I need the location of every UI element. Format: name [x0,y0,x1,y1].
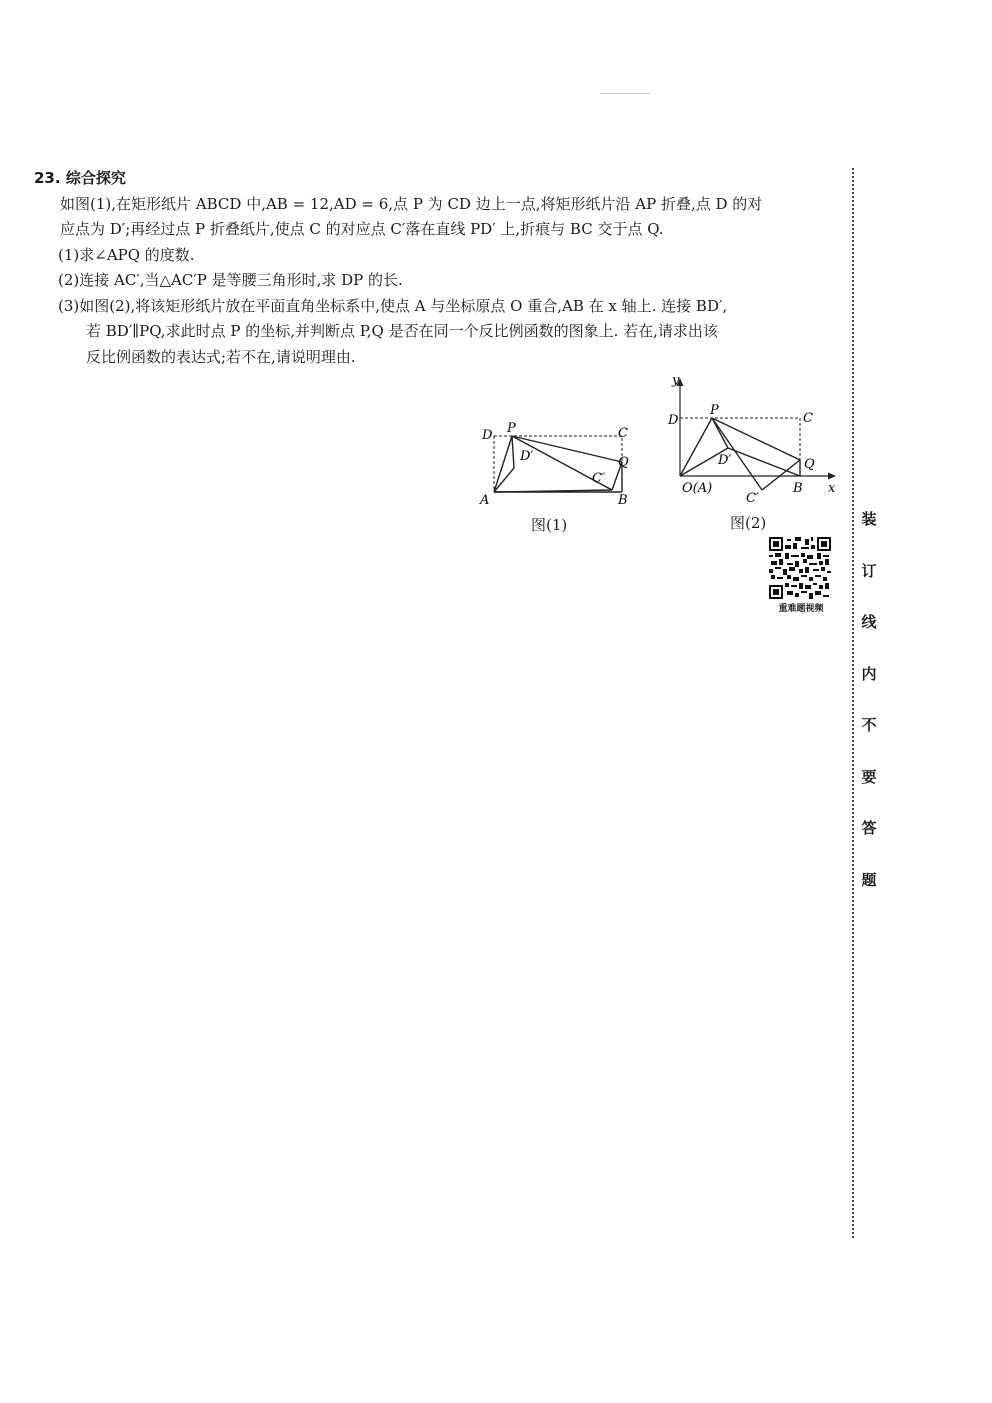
question-number: 23. [34,169,61,187]
label-b2: B [793,481,803,496]
label-a: A [480,493,490,508]
figure-2-caption: 图(2) [730,514,767,532]
binding-char: 订 [861,561,877,580]
label-c2: C [803,411,813,426]
binding-notice [858,508,880,920]
label-x: x [828,481,836,496]
label-d2: D [668,413,679,428]
qr-code[interactable] [769,537,831,599]
part-3-line-1: (3)如图(2),将该矩形纸片放在平面直角坐标系中,使点 A 与坐标原点 O 重合,AB 在 x 轴上. 连接 BD′, [58,296,728,315]
binding-char: 题 [861,870,877,889]
intro-line-1: 如图(1),在矩形纸片 ABCD 中,AB = 12,AD = 6,点 P 为 CD 边上一点,将矩形纸片沿 AP 折叠,点 D 的对 [60,194,763,213]
figure-2 [660,372,840,508]
qr-label: 重难题视频 [778,604,824,614]
binding-char: 线 [861,613,877,631]
label-d-prime2: D′ [718,453,732,468]
figure-1-caption: 图(1) [531,516,568,534]
binding-char: 内 [861,664,877,683]
label-c-prime2: C′ [746,491,759,506]
label-d: D [482,428,493,443]
label-q: Q [618,455,629,470]
binding-char: 答 [861,819,877,837]
label-p: P [507,421,516,436]
binding-char: 要 [861,767,877,786]
label-c-prime: C′ [592,471,605,486]
question-header [34,166,844,192]
part-1: (1)求∠APQ 的度数. [58,245,195,264]
binding-char: 装 [861,510,877,528]
label-p2: P [710,403,719,418]
part-2: (2)连接 AC′,当△AC′P 是等腰三角形时,求 DP 的长. [58,271,403,289]
problem-23 [34,166,844,370]
figure-1 [476,418,636,514]
part-3-line-2: 若 BD′∥PQ,求此时点 P 的坐标,并判断点 P,Q 是否在同一个反比例函数的图象上. 若在,请求出该 [86,322,718,340]
intro-line-2: 应点为 D′;再经过点 P 折叠纸片,使点 C 的对应点 C′落在直线 PD′ 上,折痕与 BC 交于点 Q. [60,220,664,238]
question-title: 综合探究 [65,169,126,187]
part-3-line-3: 反比例函数的表达式;若不在,请说明理由. [86,347,356,366]
label-q2: Q [804,457,815,472]
scan-mark [600,93,650,94]
label-c: C [618,426,628,441]
binding-line [852,168,854,1238]
label-y: y [672,373,680,388]
binding-char: 不 [861,716,877,734]
label-d-prime: D′ [520,449,534,464]
label-b: B [618,493,628,508]
label-origin: O(A) [682,481,713,496]
